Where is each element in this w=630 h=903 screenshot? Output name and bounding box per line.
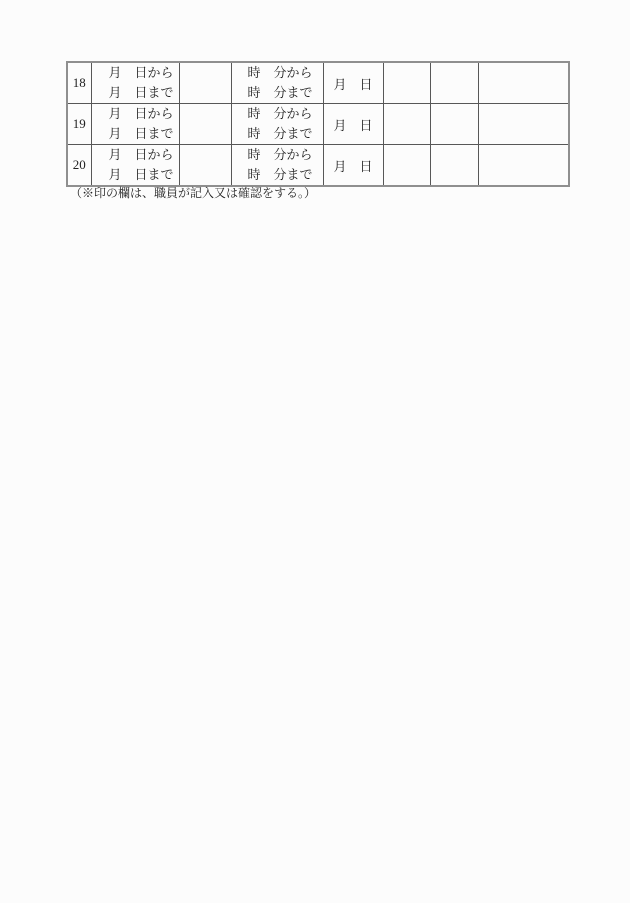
blank-cell-1 (383, 104, 430, 145)
blank-cell-2 (430, 145, 478, 187)
period-from-label: 月 日から (108, 65, 174, 80)
time-from-label: 時 分から (247, 106, 313, 121)
blank-entry-cell (179, 145, 231, 187)
period-to-label: 月 日まで (108, 167, 174, 182)
time-to-label: 時 分まで (247, 167, 313, 182)
confirmation-date-label: 月 日 (333, 117, 373, 133)
entry-number: 20 (72, 157, 86, 172)
confirmation-date-cell (323, 62, 383, 104)
time-to-label: 時 分まで (247, 126, 313, 141)
footnote: （※印の欄は、職員が記入又は確認をする。） (70, 186, 317, 200)
confirmation-date-cell (323, 104, 383, 145)
period-to-label: 月 日まで (108, 85, 174, 100)
entry-number: 18 (72, 75, 86, 90)
time-from-label: 時 分から (247, 65, 313, 80)
time-range-cell (231, 104, 323, 145)
confirmation-date-cell (323, 145, 383, 187)
period-from-label: 月 日から (108, 106, 174, 121)
blank-entry-cell (179, 104, 231, 145)
table-row (67, 104, 569, 145)
time-from-label: 時 分から (247, 147, 313, 162)
time-to-label: 時 分まで (247, 85, 313, 100)
table-row (67, 62, 569, 104)
blank-cell-3 (478, 104, 569, 145)
confirmation-date-label: 月 日 (333, 76, 373, 92)
period-cell (91, 104, 179, 145)
entry-number-cell (67, 62, 91, 104)
blank-cell-1 (383, 145, 430, 187)
blank-cell-3 (478, 62, 569, 104)
entry-number-cell (67, 145, 91, 187)
entry-number-cell (67, 104, 91, 145)
blank-cell-2 (430, 104, 478, 145)
confirmation-date-label: 月 日 (333, 158, 373, 174)
period-to-label: 月 日まで (108, 126, 174, 141)
period-from-label: 月 日から (108, 147, 174, 162)
time-range-cell (231, 62, 323, 104)
period-cell (91, 62, 179, 104)
blank-entry-cell (179, 62, 231, 104)
blank-cell-1 (383, 62, 430, 104)
blank-cell-2 (430, 62, 478, 104)
schedule-table (66, 61, 570, 187)
table-row (67, 145, 569, 187)
period-cell (91, 145, 179, 187)
entry-number: 19 (72, 116, 86, 131)
time-range-cell (231, 145, 323, 187)
blank-cell-3 (478, 145, 569, 187)
